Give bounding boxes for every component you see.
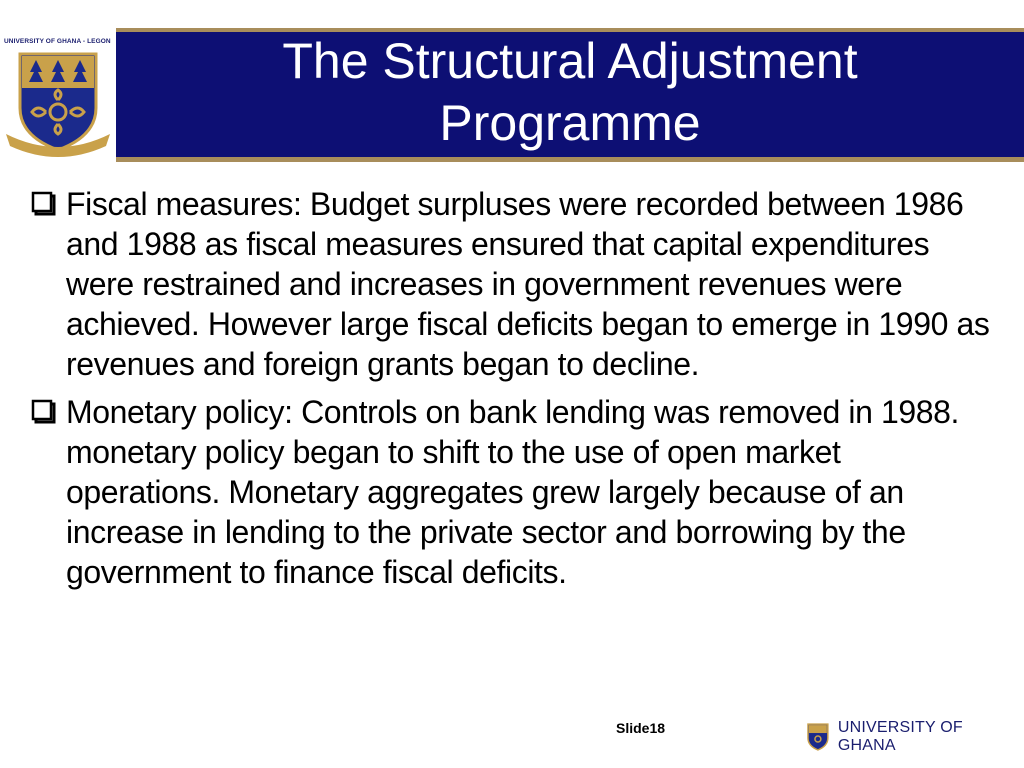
header-logo (0, 28, 116, 164)
footer-brand (806, 719, 1024, 754)
bullet-text: Monetary policy: Controls on bank lending was removed in 1988. monetary policy began to shift to the use of open market operations. Monetary aggregates grew largely because of an increase in lending to the private sector and borrowing by the government to finance fiscal deficits. (66, 394, 960, 590)
checkbox-bullet-icon (30, 190, 56, 216)
title-band (116, 28, 1024, 162)
slide-title-line-2: Programme (439, 94, 701, 151)
slide-content (30, 184, 1000, 600)
slide-number (616, 720, 665, 736)
footer-brand-text: UNIVERSITY OF GHANA (837, 719, 963, 754)
bullet-monetary-policy (30, 392, 1000, 592)
slide-title (116, 30, 1024, 154)
university-crest-small-icon (806, 722, 830, 752)
slide-title-line-1: The Structural Adjustment (282, 32, 858, 89)
slide-number-value: 18 (649, 720, 666, 736)
bullet-fiscal-measures (30, 184, 1000, 384)
university-crest-icon (6, 50, 110, 158)
bullet-text: Fiscal measures: Budget surpluses were recorded between 1986 and 1988 as fiscal measures ensured that capital expenditures were restrained and increases in government revenues were achieved. However large fiscal deficits began to emerge in 1990 as revenues and foreign grants began to decline. (66, 186, 990, 382)
slide-label: Slide (616, 720, 650, 736)
checkbox-bullet-icon (30, 398, 56, 424)
logo-caption: UNIVERSITY OF GHANA - LEGON (4, 38, 111, 45)
